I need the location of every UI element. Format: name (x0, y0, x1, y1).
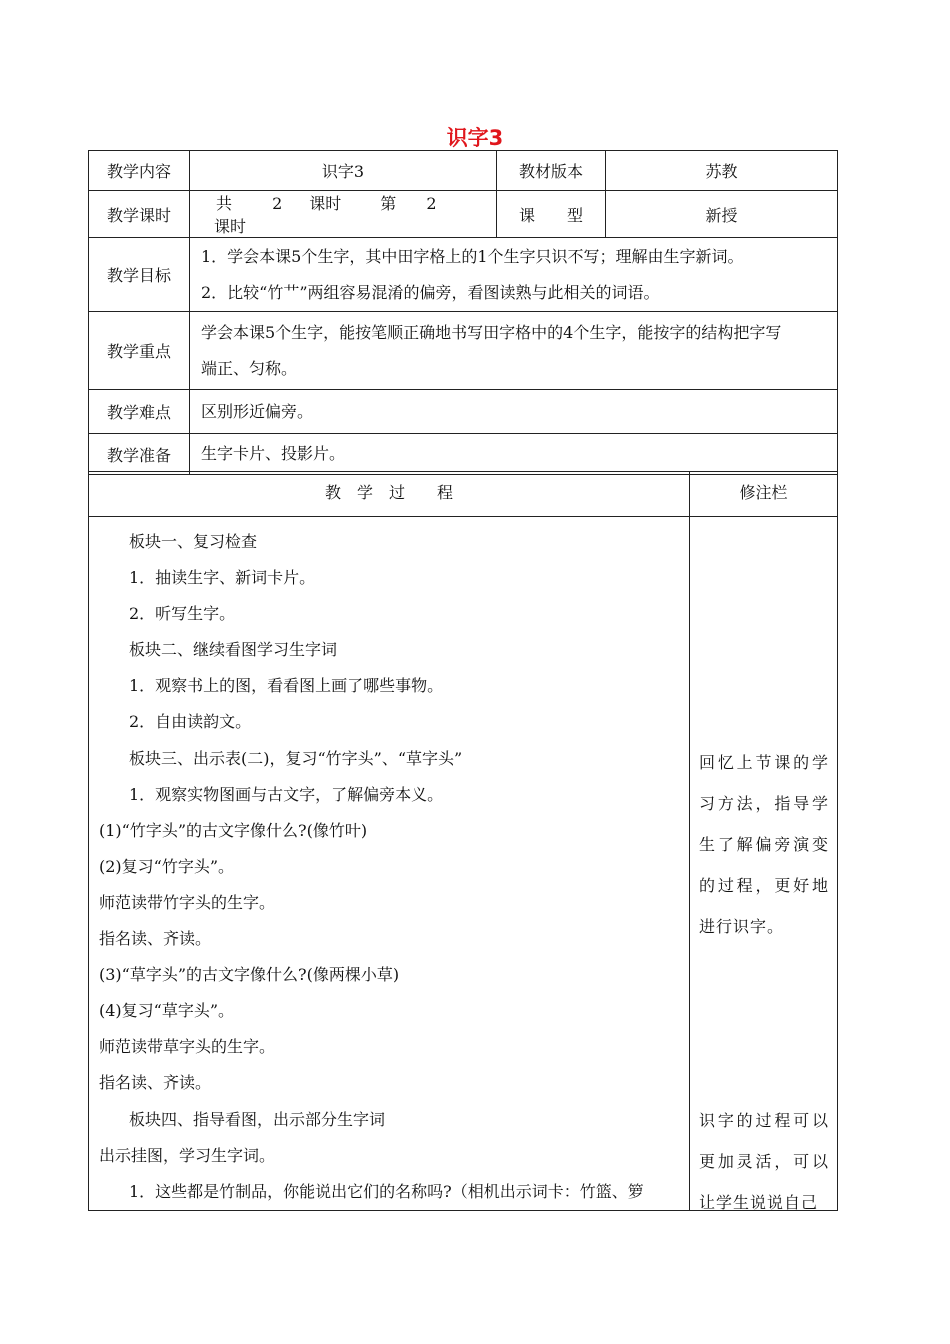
process-line: 出示挂图，学习生字词。 (99, 1145, 276, 1165)
hours-label: 教学课时 (89, 191, 190, 238)
hours-value (190, 191, 497, 238)
hours-total-prefix: 共 (216, 194, 233, 213)
hours-current: 2 (426, 194, 437, 213)
process-line: 板块三、出示表(二)，复习“竹字头”、“草字头” (129, 748, 463, 768)
process-line: 2．听写生字。 (129, 604, 236, 624)
process-line: 师范读带竹字头的生字。 (99, 892, 276, 912)
process-line: 师范读带草字头的生字。 (99, 1037, 276, 1057)
process-line: 板块二、继续看图学习生字词 (129, 640, 338, 660)
process-line: 板块一、复习检查 (129, 532, 258, 551)
process-line: (4)复习“草字头”。 (99, 1001, 235, 1021)
goal-item: 1．学会本课5个生字，其中田字格上的1个生字只识不写；理解由生字新词。 (201, 246, 744, 266)
goal-item: 2．比较“竹⺾”两组容易混淆的偏旁，看图读熟与此相关的词语。 (201, 282, 660, 302)
process-line: 1．抽读生字、新词卡片。 (129, 568, 316, 588)
notes-header: 修注栏 (690, 472, 838, 517)
document-title: 识字3 (446, 126, 504, 150)
difficulty-text: 区别形近偏旁。 (190, 390, 838, 434)
process-header: 教 学 过 程 (89, 472, 690, 517)
preparation-text: 生字卡片、投影片。 (190, 434, 838, 475)
note-block: 回忆上节课的学习方法，指导学生了解偏旁演变的过程，更好地进行识字。 (699, 753, 829, 936)
note-block: 识字的过程可以更加灵活，可以让学生说说自己 (699, 1111, 829, 1212)
content-value: 识字3 (190, 151, 497, 191)
process-line: 1．观察实物图画与古文字，了解偏旁本义。 (129, 784, 444, 804)
process-line: 1．这些都是竹制品，你能说出它们的名称吗?（相机出示词卡：竹篮、箩 (129, 1181, 644, 1201)
teaching-process-table (88, 471, 838, 1211)
hours-unit-1: 课时 (309, 194, 342, 213)
hours-current-prefix: 第 (380, 194, 397, 213)
process-line: 板块四、指导看图，出示部分生字词 (129, 1109, 386, 1129)
notes-content (690, 517, 838, 1211)
difficulty-label: 教学难点 (89, 390, 190, 434)
process-content (89, 517, 690, 1211)
process-line: 指名读、齐读。 (99, 929, 212, 949)
edition-label: 教材版本 (497, 151, 606, 191)
edition-value: 苏教 (606, 151, 838, 191)
process-line: 指名读、齐读。 (99, 1073, 212, 1093)
type-value: 新授 (606, 191, 838, 238)
hours-unit-2: 课时 (214, 217, 247, 236)
goals-label: 教学目标 (89, 238, 190, 312)
process-line: 1．观察书上的图，看看图上画了哪些事物。 (129, 676, 444, 696)
process-line: (1)“竹字头”的古文字像什么?(像竹叶) (99, 820, 368, 840)
hours-total: 2 (272, 194, 283, 213)
preparation-label: 教学准备 (89, 434, 190, 475)
key-points-line: 学会本课5个生字，能按笔顺正确地书写田字格中的4个生字，能按字的结构把字写 (201, 322, 782, 342)
key-points-content (190, 312, 838, 390)
type-label: 课 型 (497, 191, 606, 238)
content-label: 教学内容 (89, 151, 190, 191)
key-points-label: 教学重点 (89, 312, 190, 390)
key-points-line: 端正、匀称。 (201, 358, 298, 378)
process-line: 2．自由读韵文。 (129, 712, 252, 732)
process-line: (3)“草字头”的古文字像什么?(像两棵小草) (99, 965, 400, 985)
lesson-info-table (88, 150, 838, 475)
goals-content (190, 238, 838, 312)
process-line: (2)复习“竹字头”。 (99, 856, 235, 876)
